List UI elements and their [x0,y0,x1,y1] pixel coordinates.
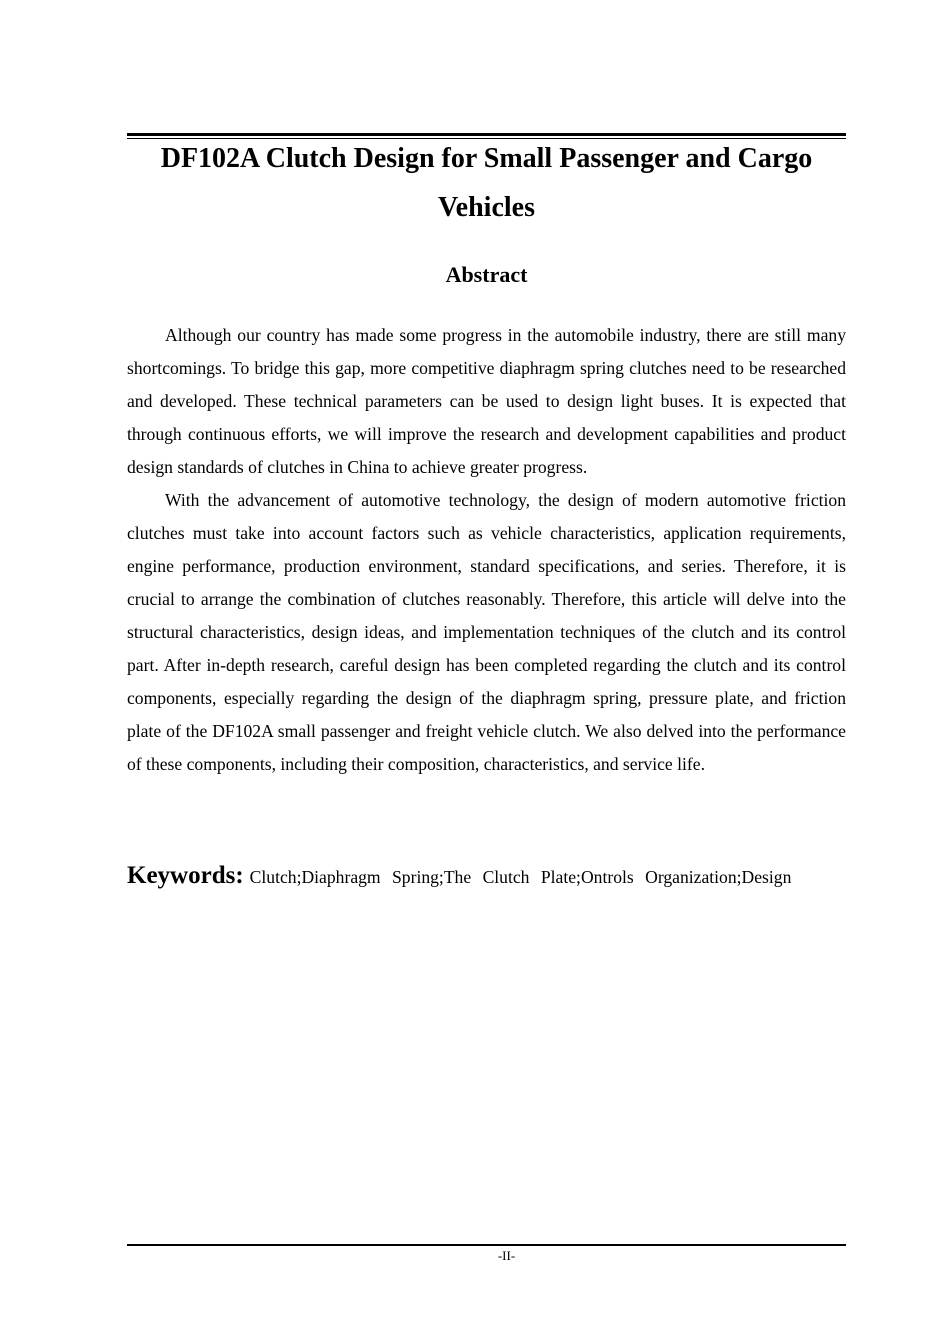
document-title: DF102A Clutch Design for Small Passenger and Cargo Vehicles [160,143,813,223]
abstract-heading: Abstract [445,262,528,287]
abstract-paragraph-2: With the advancement of automotive technology, the design of modern automotive friction clutches must take into account factors such as vehicle characteristics, application requirements, engine performance, production environment, standard specifications, and series. Therefore, it is crucial to arrange the combination of clutches reasonably. Therefore, this article will delve into the structural characteristics, design ideas, and implementation techniques of the clutch and its control part. After in-depth research, careful design has been completed regarding the clutch and its control components, especially regarding the design of the diaphragm spring, pressure plate, and friction plate of the DF102A small passenger and freight vehicle clutch. We also delved into the performance of these components, including their composition, characteristics, and service life. [127,490,846,774]
footer-rule [127,1244,846,1246]
keywords-label: Keywords: [127,862,244,889]
keywords-line [127,858,846,897]
abstract-body [127,319,846,781]
keywords-values: Clutch;Diaphragm Spring;The Clutch Plate;Ontrols Organization;Design [249,867,792,887]
abstract-paragraph-1: Although our country has made some progress in the automobile industry, there are still many shortcomings. To bridge this gap, more competitive diaphragm spring clutches need to be researched and developed. These technical parameters can be used to design light buses. It is expected that through continuous efforts, we will improve the research and development capabilities and product design standards of clutches in China to achieve greater progress. [127,325,846,477]
page-number: -II- [497,1248,516,1263]
